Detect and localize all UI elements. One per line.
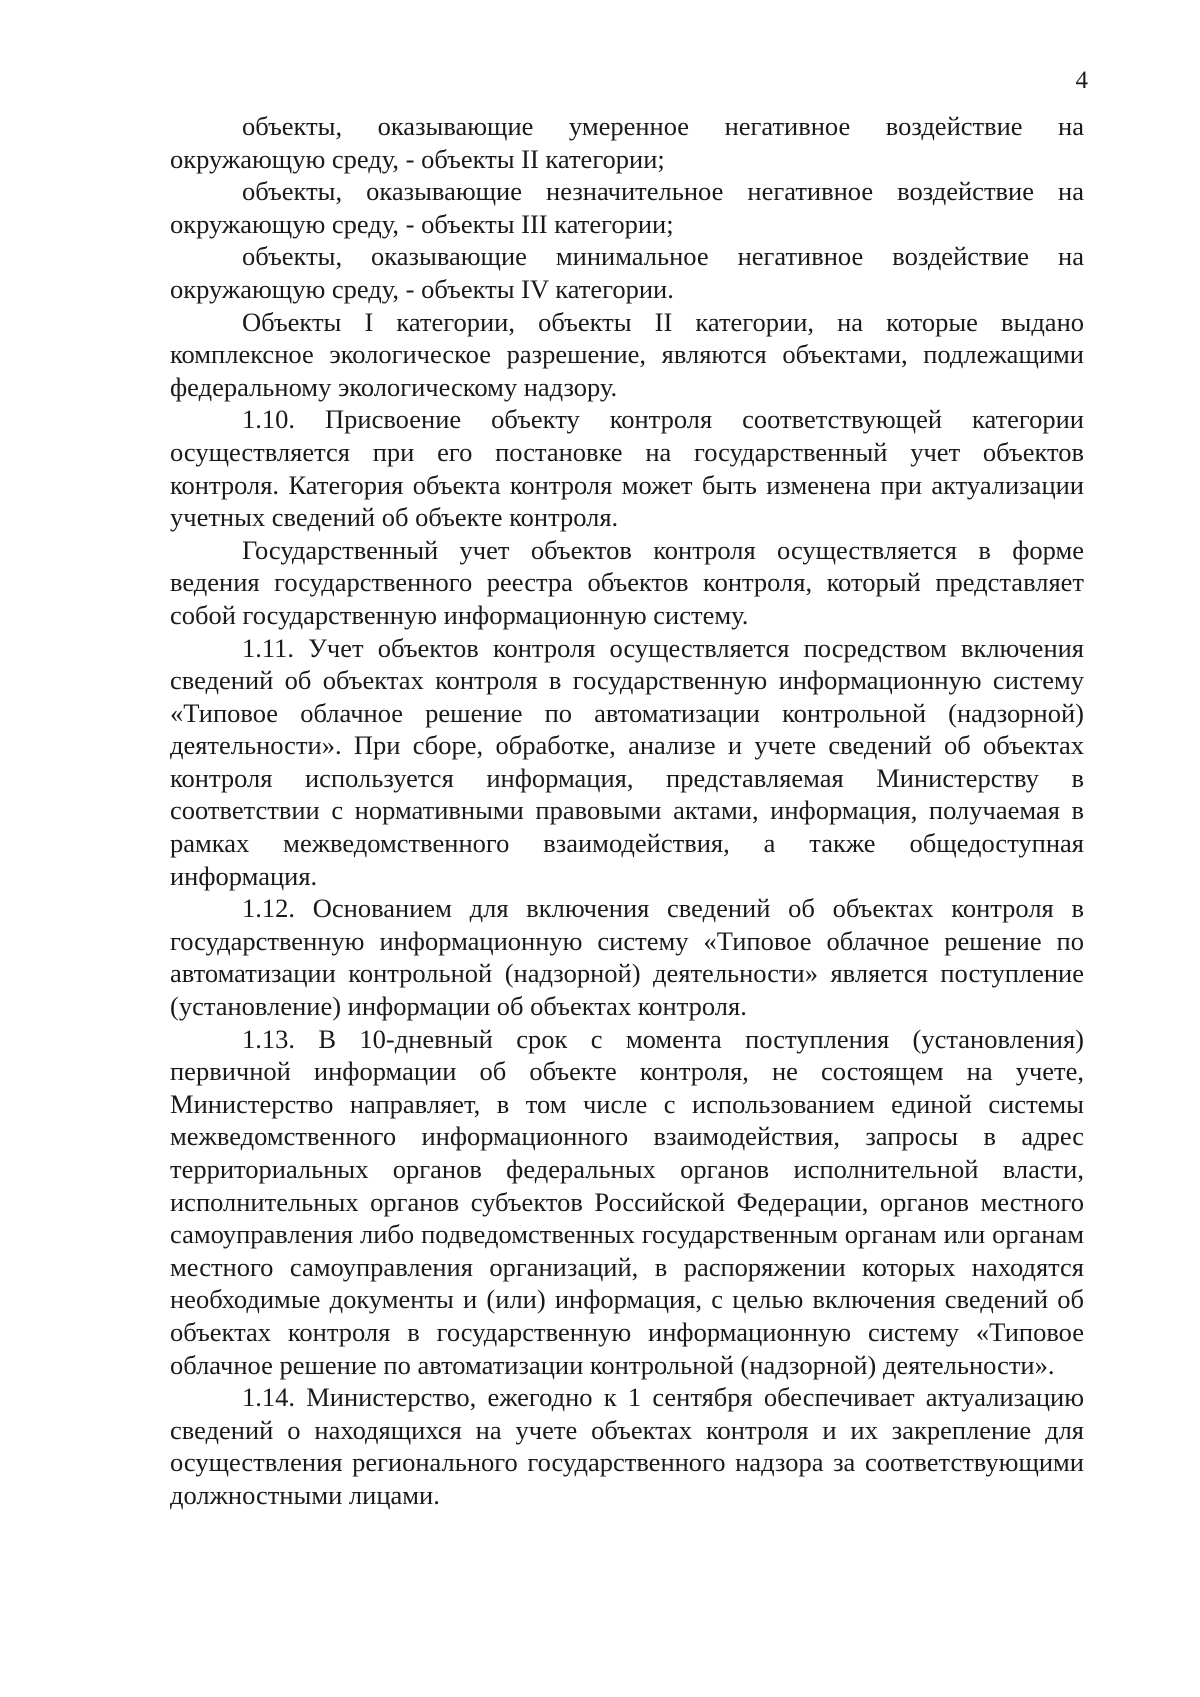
paragraph-1-14: 1.14. Министерство, ежегодно к 1 сентября обеспечивает актуализацию сведений о находящихся на учете объектах контроля и их закрепление для осуществления регионального государственного надзора за соответствующими должностными лицами.	[170, 1382, 1084, 1510]
paragraph-1-10: 1.10. Присвоение объекту контроля соответствующей категории осуществляется при его постановке на государственный учет объектов контроля. Категория объекта контроля может быть изменена при актуализации учетных сведений об объекте контроля.	[170, 404, 1084, 533]
paragraph-1-13: 1.13. В 10-дневный срок с момента поступления (установления) первичной информации об объекте контроля, не состоящем на учете, Министерство направляет, в том числе с использованием единой системы межведомственного информационного взаимодействия, запросы в адрес территориальных органов федеральных органов исполнительной власти, исполнительных органов субъектов Российской Федерации, органов местного самоуправления либо подведомственных государственным органам или органам местного самоуправления организаций, в распоряжении которых находятся необходимые документы и (или) информация, с целью включения сведений об объектах контроля в государственную информационную систему «Типовое облачное решение по автоматизации контрольной (надзорной) деятельности».	[170, 1023, 1084, 1380]
document-body	[170, 110, 1084, 1512]
paragraph-category-2: объекты, оказывающие умеренное негативное воздействие на окружающую среду, - объекты II категории;	[170, 111, 1084, 174]
paragraph-federal-supervision: Объекты I категории, объекты II категории, на которые выдано комплексное экологическое разрешение, являются объектами, подлежащими федеральному экологическому надзору.	[170, 306, 1084, 402]
paragraph-state-registry: Государственный учет объектов контроля осуществляется в форме ведения государственного реестра объектов контроля, который представляет собой государственную информационную систему.	[170, 534, 1084, 630]
paragraph-category-3: объекты, оказывающие незначительное негативное воздействие на окружающую среду, - объекты III категории;	[170, 176, 1084, 239]
page-number: 4	[1075, 67, 1088, 94]
paragraph-category-4: объекты, оказывающие минимальное негативное воздействие на окружающую среду, - объекты IV категории.	[170, 241, 1084, 304]
paragraph-1-11: 1.11. Учет объектов контроля осуществляется посредством включения сведений об объектах контроля в государственную информационную систему «Типовое облачное решение по автоматизации контрольной (надзорной) деятельности». При сборе, обработке, анализе и учете сведений об объектах контроля используется информация, представляемая Министерству в соответствии с нормативными правовыми актами, информация, получаемая в рамках межведомственного взаимодействия, а также общедоступная информация.	[170, 632, 1084, 891]
paragraph-1-12: 1.12. Основанием для включения сведений об объектах контроля в государственную информационную систему «Типовое облачное решение по автоматизации контрольной (надзорной) деятельности» является поступление (установление) информации об объектах контроля.	[170, 893, 1084, 1022]
